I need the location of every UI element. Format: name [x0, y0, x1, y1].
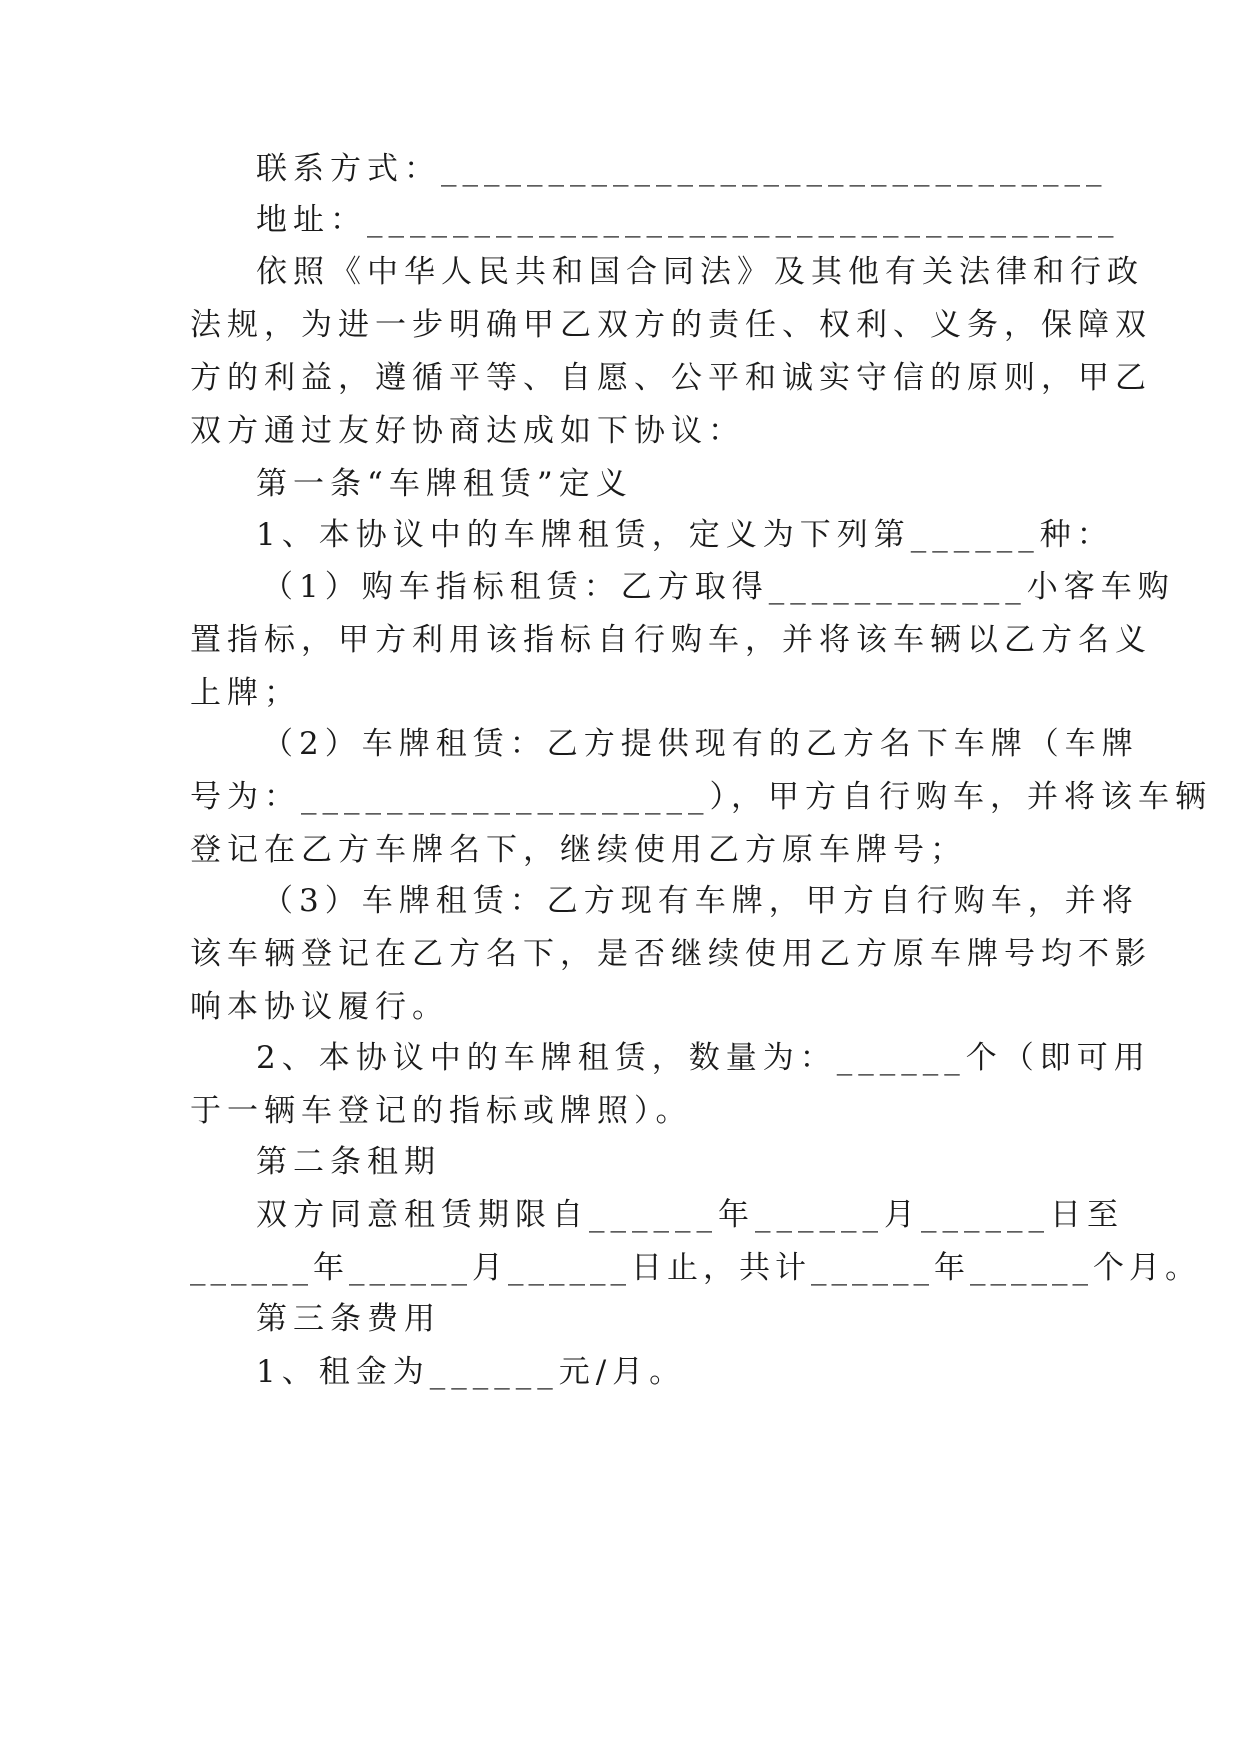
item-3-line-1: （3）车牌租赁：乙方现有车牌，甲方自行购车，并将: [262, 883, 1139, 919]
item-2-line-2: 号为：___________________），甲方自行购车，并将该车辆: [190, 779, 1212, 815]
address-line: 地址：___________________________________: [256, 202, 1120, 238]
clause-1-2-line-1: 2、本协议中的车牌租赁，数量为：______个（即可用: [256, 1040, 1151, 1076]
lease-term-line-1: 双方同意租赁期限自______年______月______日至: [256, 1197, 1124, 1233]
preamble-line-3: 方的利益，遵循平等、自愿、公平和诚实守信的原则，甲乙: [190, 360, 1152, 396]
item-3-line-2: 该车辆登记在乙方名下，是否继续使用乙方原车牌号均不影: [190, 936, 1152, 972]
clause-1-1: 1、本协议中的车牌租赁，定义为下列第______种：: [256, 517, 1114, 553]
preamble-line-4: 双方通过友好协商达成如下协议：: [190, 413, 745, 449]
clause-1-2-line-2: 于一辆车登记的指标或牌照）。: [190, 1093, 693, 1129]
article-2-heading: 第二条租期: [256, 1144, 441, 1180]
article-1-heading: 第一条“车牌租赁”定义: [256, 466, 633, 502]
item-1-line-3: 上牌；: [190, 675, 301, 711]
preamble-line-1: 依照《中华人民共和国合同法》及其他有关法律和行政: [256, 254, 1144, 290]
item-1-line-1: （1）购车指标租赁：乙方取得____________小客车购: [262, 569, 1175, 605]
item-2-line-3: 登记在乙方车牌名下，继续使用乙方原车牌号；: [190, 832, 967, 868]
preamble-line-2: 法规，为进一步明确甲乙双方的责任、权利、义务，保障双: [190, 307, 1152, 343]
item-3-line-3: 响本协议履行。: [190, 989, 449, 1025]
contact-method-line: 联系方式：_______________________________: [256, 151, 1108, 187]
item-1-line-2: 置指标，甲方利用该指标自行购车，并将该车辆以乙方名义: [190, 622, 1152, 658]
article-3-heading: 第三条费用: [256, 1301, 441, 1337]
lease-term-line-2: ______年______月______日止，共计______年______个月。: [190, 1250, 1201, 1286]
item-2-line-1: （2）车牌租赁：乙方提供现有的乙方名下车牌（车牌: [262, 726, 1139, 762]
rent-line: 1、租金为______元/月。: [256, 1354, 687, 1390]
